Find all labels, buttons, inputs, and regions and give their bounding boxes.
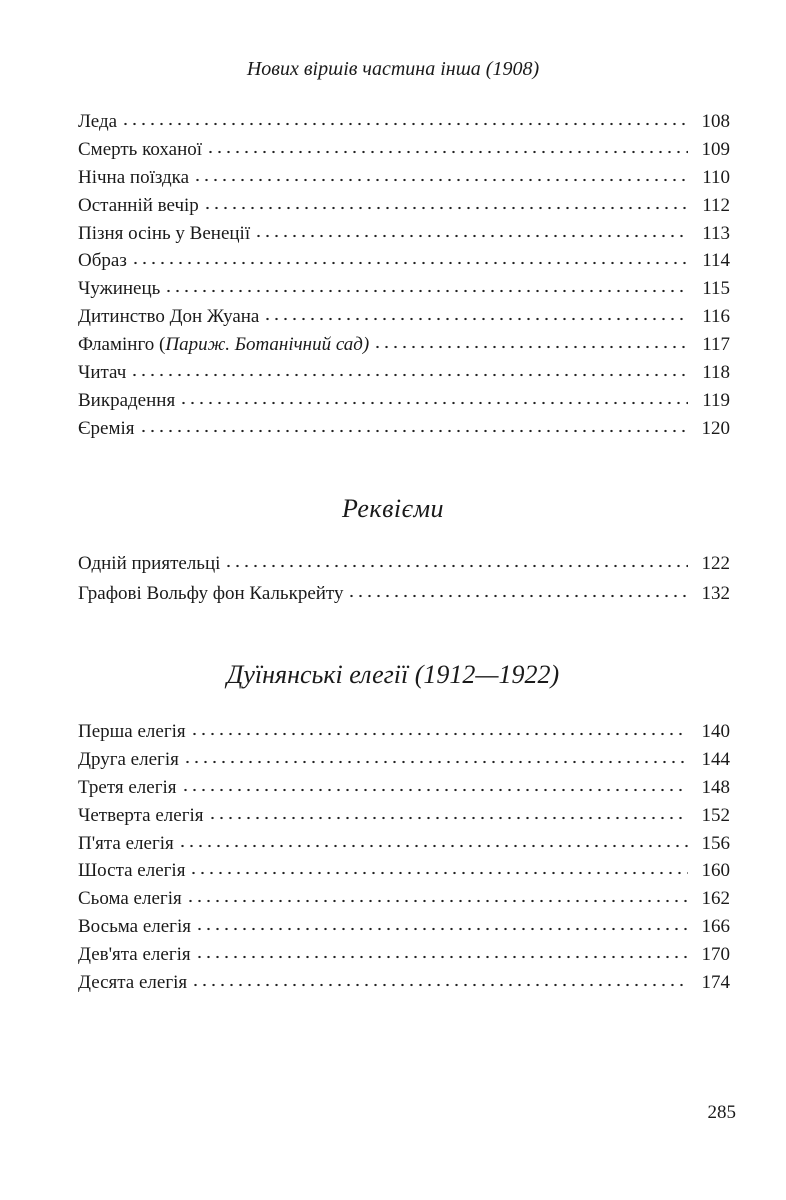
toc-entry <box>78 306 730 334</box>
dot-leader <box>131 261 688 265</box>
toc-entry-page: 122 <box>701 553 730 574</box>
toc-entry-page: 170 <box>701 944 730 966</box>
toc-entry-title: Шоста елегія <box>78 860 186 882</box>
toc-entry <box>78 972 730 1000</box>
toc-entry-page: 118 <box>702 362 730 384</box>
toc-entry-title: Образ <box>78 250 127 272</box>
toc-entry-page: 109 <box>701 138 730 160</box>
toc-entry <box>78 167 730 195</box>
dot-leader <box>178 844 688 848</box>
toc-entry <box>78 111 730 139</box>
toc-entry <box>78 944 730 972</box>
dot-leader <box>347 594 688 598</box>
toc-entry-title: Пізня осінь у Венеції <box>78 222 251 244</box>
toc-entry <box>78 362 730 390</box>
toc-entry-page: 117 <box>702 334 730 356</box>
toc-list-duino-elegies <box>78 721 730 1000</box>
section-title-new-poems: Нових віршів частина інша (1908) <box>246 58 540 80</box>
toc-entry-page: 148 <box>701 776 730 798</box>
toc-entry <box>78 139 730 167</box>
toc-entry-title: Друга елегія <box>78 748 179 770</box>
toc-entry-page: 160 <box>701 860 730 882</box>
toc-entry-title: Четверта елегія <box>78 804 204 826</box>
toc-entry <box>78 250 730 278</box>
toc-entry <box>78 916 730 944</box>
toc-entry-title: Дев'ята елегія <box>78 944 191 966</box>
toc-entry-page: 120 <box>701 417 730 439</box>
toc-entry-title: Нічна поїздка <box>78 166 190 188</box>
dot-leader <box>189 871 688 875</box>
toc-entry-title: Восьма елегія <box>78 916 191 938</box>
toc-entry-title: П'ята елегія <box>78 832 174 854</box>
toc-entry-page: 166 <box>701 916 730 938</box>
toc-entry-page: 156 <box>701 832 730 854</box>
toc-list-new-poems <box>78 111 730 446</box>
toc-entry-title: Леда <box>78 111 118 132</box>
toc-entry <box>78 833 730 861</box>
dot-leader <box>263 317 688 321</box>
toc-entry-title: Десята елегія <box>78 972 188 994</box>
toc-entry <box>78 278 730 306</box>
dot-leader <box>195 955 688 959</box>
toc-entry <box>78 334 730 362</box>
dot-leader <box>206 150 688 154</box>
dot-leader <box>179 401 688 405</box>
toc-entry-page: 108 <box>701 111 730 132</box>
section-title-duino-elegies: Дуїнянські елегії (1912—1922) <box>226 660 560 689</box>
toc-entry-page: 152 <box>701 804 730 826</box>
toc-entry-title: Сьома елегія <box>78 888 182 910</box>
toc-entry-title: Останній вечір <box>78 194 199 216</box>
toc-entry <box>78 860 730 888</box>
toc-entry-title: Одній приятельці <box>78 553 221 574</box>
dot-leader <box>208 816 688 820</box>
toc-entry-page: 114 <box>702 250 730 272</box>
toc-entry-page: 144 <box>701 748 730 770</box>
toc-entry-title: Третя елегія <box>78 776 177 798</box>
toc-entry-title: Чужинець <box>78 278 161 300</box>
toc-entry <box>78 721 730 749</box>
dot-leader <box>191 983 688 987</box>
page-number: 285 <box>707 1102 736 1123</box>
toc-entry-title: Смерть коханої <box>78 138 203 160</box>
dot-leader <box>224 564 688 568</box>
section-title-requiems: Реквієми <box>341 494 445 523</box>
toc-entry-page: 162 <box>701 888 730 910</box>
dot-leader <box>121 122 688 126</box>
dot-leader <box>186 899 688 903</box>
toc-entry-title: Фламінго (Париж. Ботанічний сад) <box>78 334 370 356</box>
dot-leader <box>254 234 688 238</box>
toc-entry-title: Графові Вольфу фон Калькрейту <box>78 583 344 604</box>
toc-entry-page: 132 <box>701 583 730 604</box>
dot-leader <box>139 429 688 433</box>
toc-entry <box>78 749 730 777</box>
dot-leader <box>195 927 688 931</box>
toc-entry-page: 116 <box>702 306 730 328</box>
toc-entry-page: 119 <box>702 389 730 411</box>
toc-entry-title: Дитинство Дон Жуана <box>78 306 260 328</box>
toc-entry-title: Викрадення <box>78 389 176 411</box>
toc-entry-page: 174 <box>701 972 730 994</box>
toc-entry-page: 115 <box>702 278 730 300</box>
toc-entry-subtitle: Париж. Ботанічний сад) <box>165 334 370 356</box>
dot-leader <box>183 760 688 764</box>
toc-entry-page: 140 <box>701 721 730 742</box>
toc-entry <box>78 390 730 418</box>
toc-entry <box>78 583 730 613</box>
dot-leader <box>130 373 688 377</box>
dot-leader <box>181 788 688 792</box>
dot-leader <box>190 732 688 736</box>
dot-leader <box>193 178 688 182</box>
toc-list-requiems <box>78 553 730 613</box>
toc-entry-page: 112 <box>702 194 730 216</box>
toc-entry <box>78 195 730 223</box>
toc-entry <box>78 223 730 251</box>
toc-entry-title: Читач <box>78 362 127 384</box>
dot-leader <box>203 206 688 210</box>
toc-entry <box>78 777 730 805</box>
toc-entry <box>78 553 730 583</box>
toc-entry-title: Перша елегія <box>78 721 186 742</box>
dot-leader <box>373 345 688 349</box>
toc-entry-page: 110 <box>702 166 730 188</box>
toc-entry <box>78 805 730 833</box>
toc-entry <box>78 888 730 916</box>
toc-entry <box>78 418 730 446</box>
dot-leader <box>164 289 688 293</box>
toc-entry-page: 113 <box>702 222 730 244</box>
toc-entry-title: Єремія <box>78 417 135 439</box>
